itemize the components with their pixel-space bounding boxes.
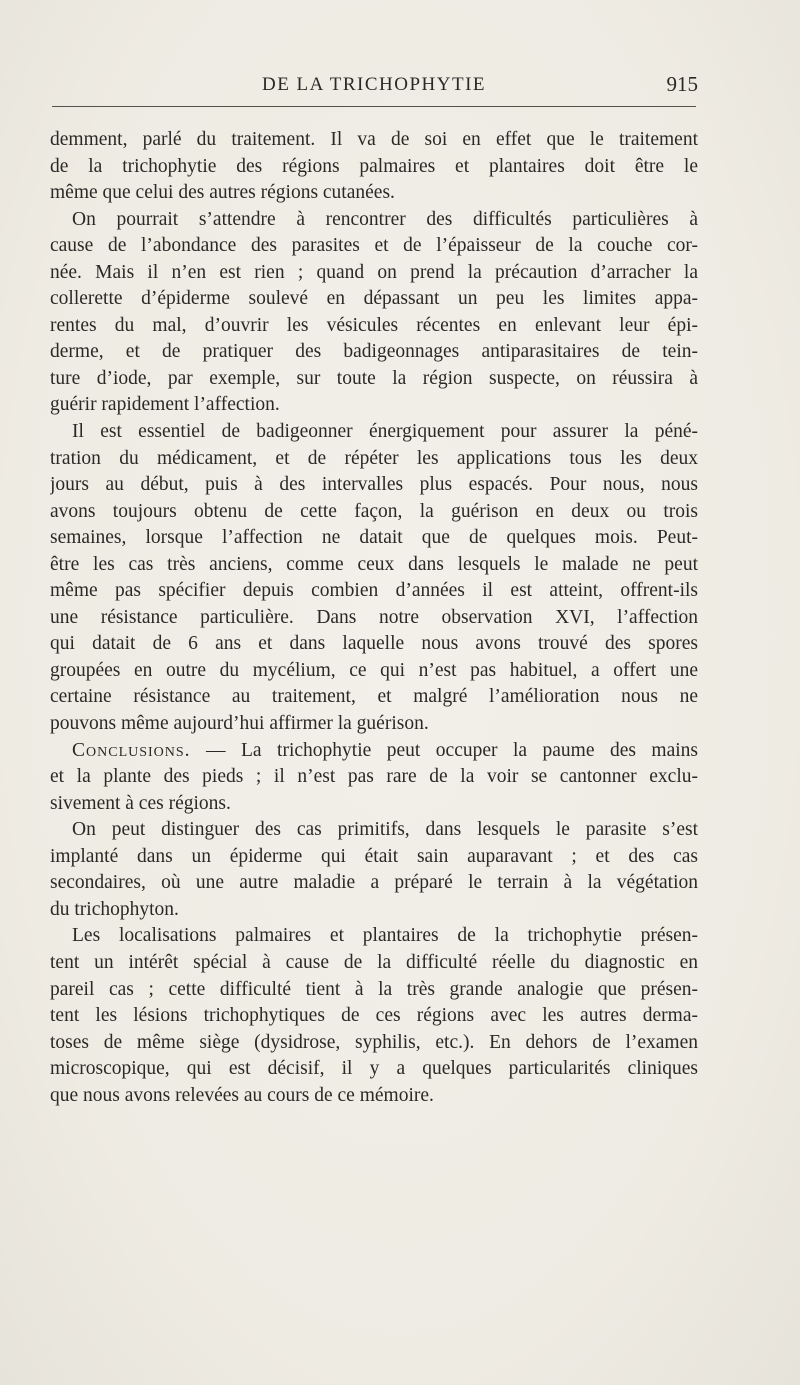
text-line: cause de l’abondance des parasites et de l’épaisseur de la couche cor- (50, 235, 698, 257)
text-line: de la trichophytie des régions palmaires et plantaires doit être le (50, 155, 698, 177)
text-line: tent les lésions trichophytiques de ces régions avec les autres derma- (50, 1005, 698, 1027)
text-line: tration du médicament, et de répéter les applications tous les deux (50, 447, 698, 469)
text-line: secondaires, où une autre maladie a préparé le terrain à la végétation (50, 872, 698, 894)
text-line: née. Mais il n’en est rien ; quand on prend la précaution d’arracher la (50, 261, 698, 283)
text-line: pareil cas ; cette difficulté tient à la très grande analogie que présen- (50, 978, 698, 1000)
text-line: Il est essentiel de badigeonner énergiquement pour assurer la péné- (72, 421, 698, 443)
text-line: guérir rapidement l’affection. (50, 394, 280, 416)
text-line: ture d’iode, par exemple, sur toute la région suspecte, on réussira à (50, 367, 698, 389)
body-text (50, 127, 698, 1109)
text-line: qui datait de 6 ans et dans laquelle nous avons trouvé des spores (50, 633, 698, 655)
text-line: et la plante des pieds ; il n’est pas rare de la voir se cantonner exclu- (50, 766, 698, 788)
text-line: du trichophyton. (50, 898, 179, 920)
text-line: avons toujours obtenu de cette façon, la guérison en deux ou trois (50, 500, 698, 522)
text-line: semaines, lorsque l’affection ne datait que de quelques mois. Peut- (50, 527, 698, 549)
text-line: même pas spécifier depuis combien d’années il est atteint, offrent-ils (50, 580, 698, 602)
header-rule (52, 106, 696, 107)
text-line: On peut distinguer des cas primitifs, dans lesquels le parasite s’est (72, 819, 698, 841)
text-line: — La trichophytie peut occuper la paume des mains (206, 739, 698, 761)
text-line: jours au début, puis à des intervalles plus espacés. Pour nous, nous (50, 474, 698, 496)
text-line: derme, et de pratiquer des badigeonnages antiparasitaires de tein- (50, 341, 698, 363)
text-line: pouvons même aujourd’hui affirmer la guérison. (50, 713, 429, 735)
text-line: sivement à ces régions. (50, 792, 231, 814)
text-line: demment, parlé du traitement. Il va de soi en effet que le traitement (50, 129, 698, 150)
text-line: On pourrait s’attendre à rencontrer des difficultés particulières à (72, 208, 698, 230)
running-head (50, 72, 698, 100)
conclusions-heading: Conclusions. (72, 739, 191, 761)
text-line: toses de même siège (dysidrose, syphilis, etc.). En dehors de l’examen (50, 1031, 698, 1053)
text-line: certaine résistance au traitement, et malgré l’amélioration nous ne (50, 686, 698, 708)
conclusions-line (50, 738, 698, 765)
running-title: DE LA TRICHOPHYTIE (261, 74, 487, 95)
text-line: tent un intérêt spécial à cause de la difficulté réelle du diagnostic en (50, 951, 698, 973)
text-line: microscopique, qui est décisif, il y a quelques particularités cliniques (50, 1058, 698, 1080)
text-line: que nous avons relevées au cours de ce mémoire. (50, 1084, 434, 1106)
page-number: 915 (666, 72, 698, 96)
text-line: Les localisations palmaires et plantaires de la trichophytie présen- (72, 925, 698, 947)
text-line: une résistance particulière. Dans notre observation XVI, l’affection (50, 606, 698, 628)
text-line: rentes du mal, d’ouvrir les vésicules récentes en enlevant leur épi- (50, 314, 698, 336)
text-line: groupées en outre du mycélium, ce qui n’est pas habituel, a offert une (50, 659, 698, 681)
text-line: implanté dans un épiderme qui était sain auparavant ; et des cas (50, 845, 698, 867)
text-line: collerette d’épiderme soulevé en dépassant un peu les limites appa- (50, 288, 698, 310)
text-line: même que celui des autres régions cutanées. (50, 182, 395, 204)
text-line: être les cas très anciens, comme ceux dans lesquels le malade ne peut (50, 553, 698, 575)
